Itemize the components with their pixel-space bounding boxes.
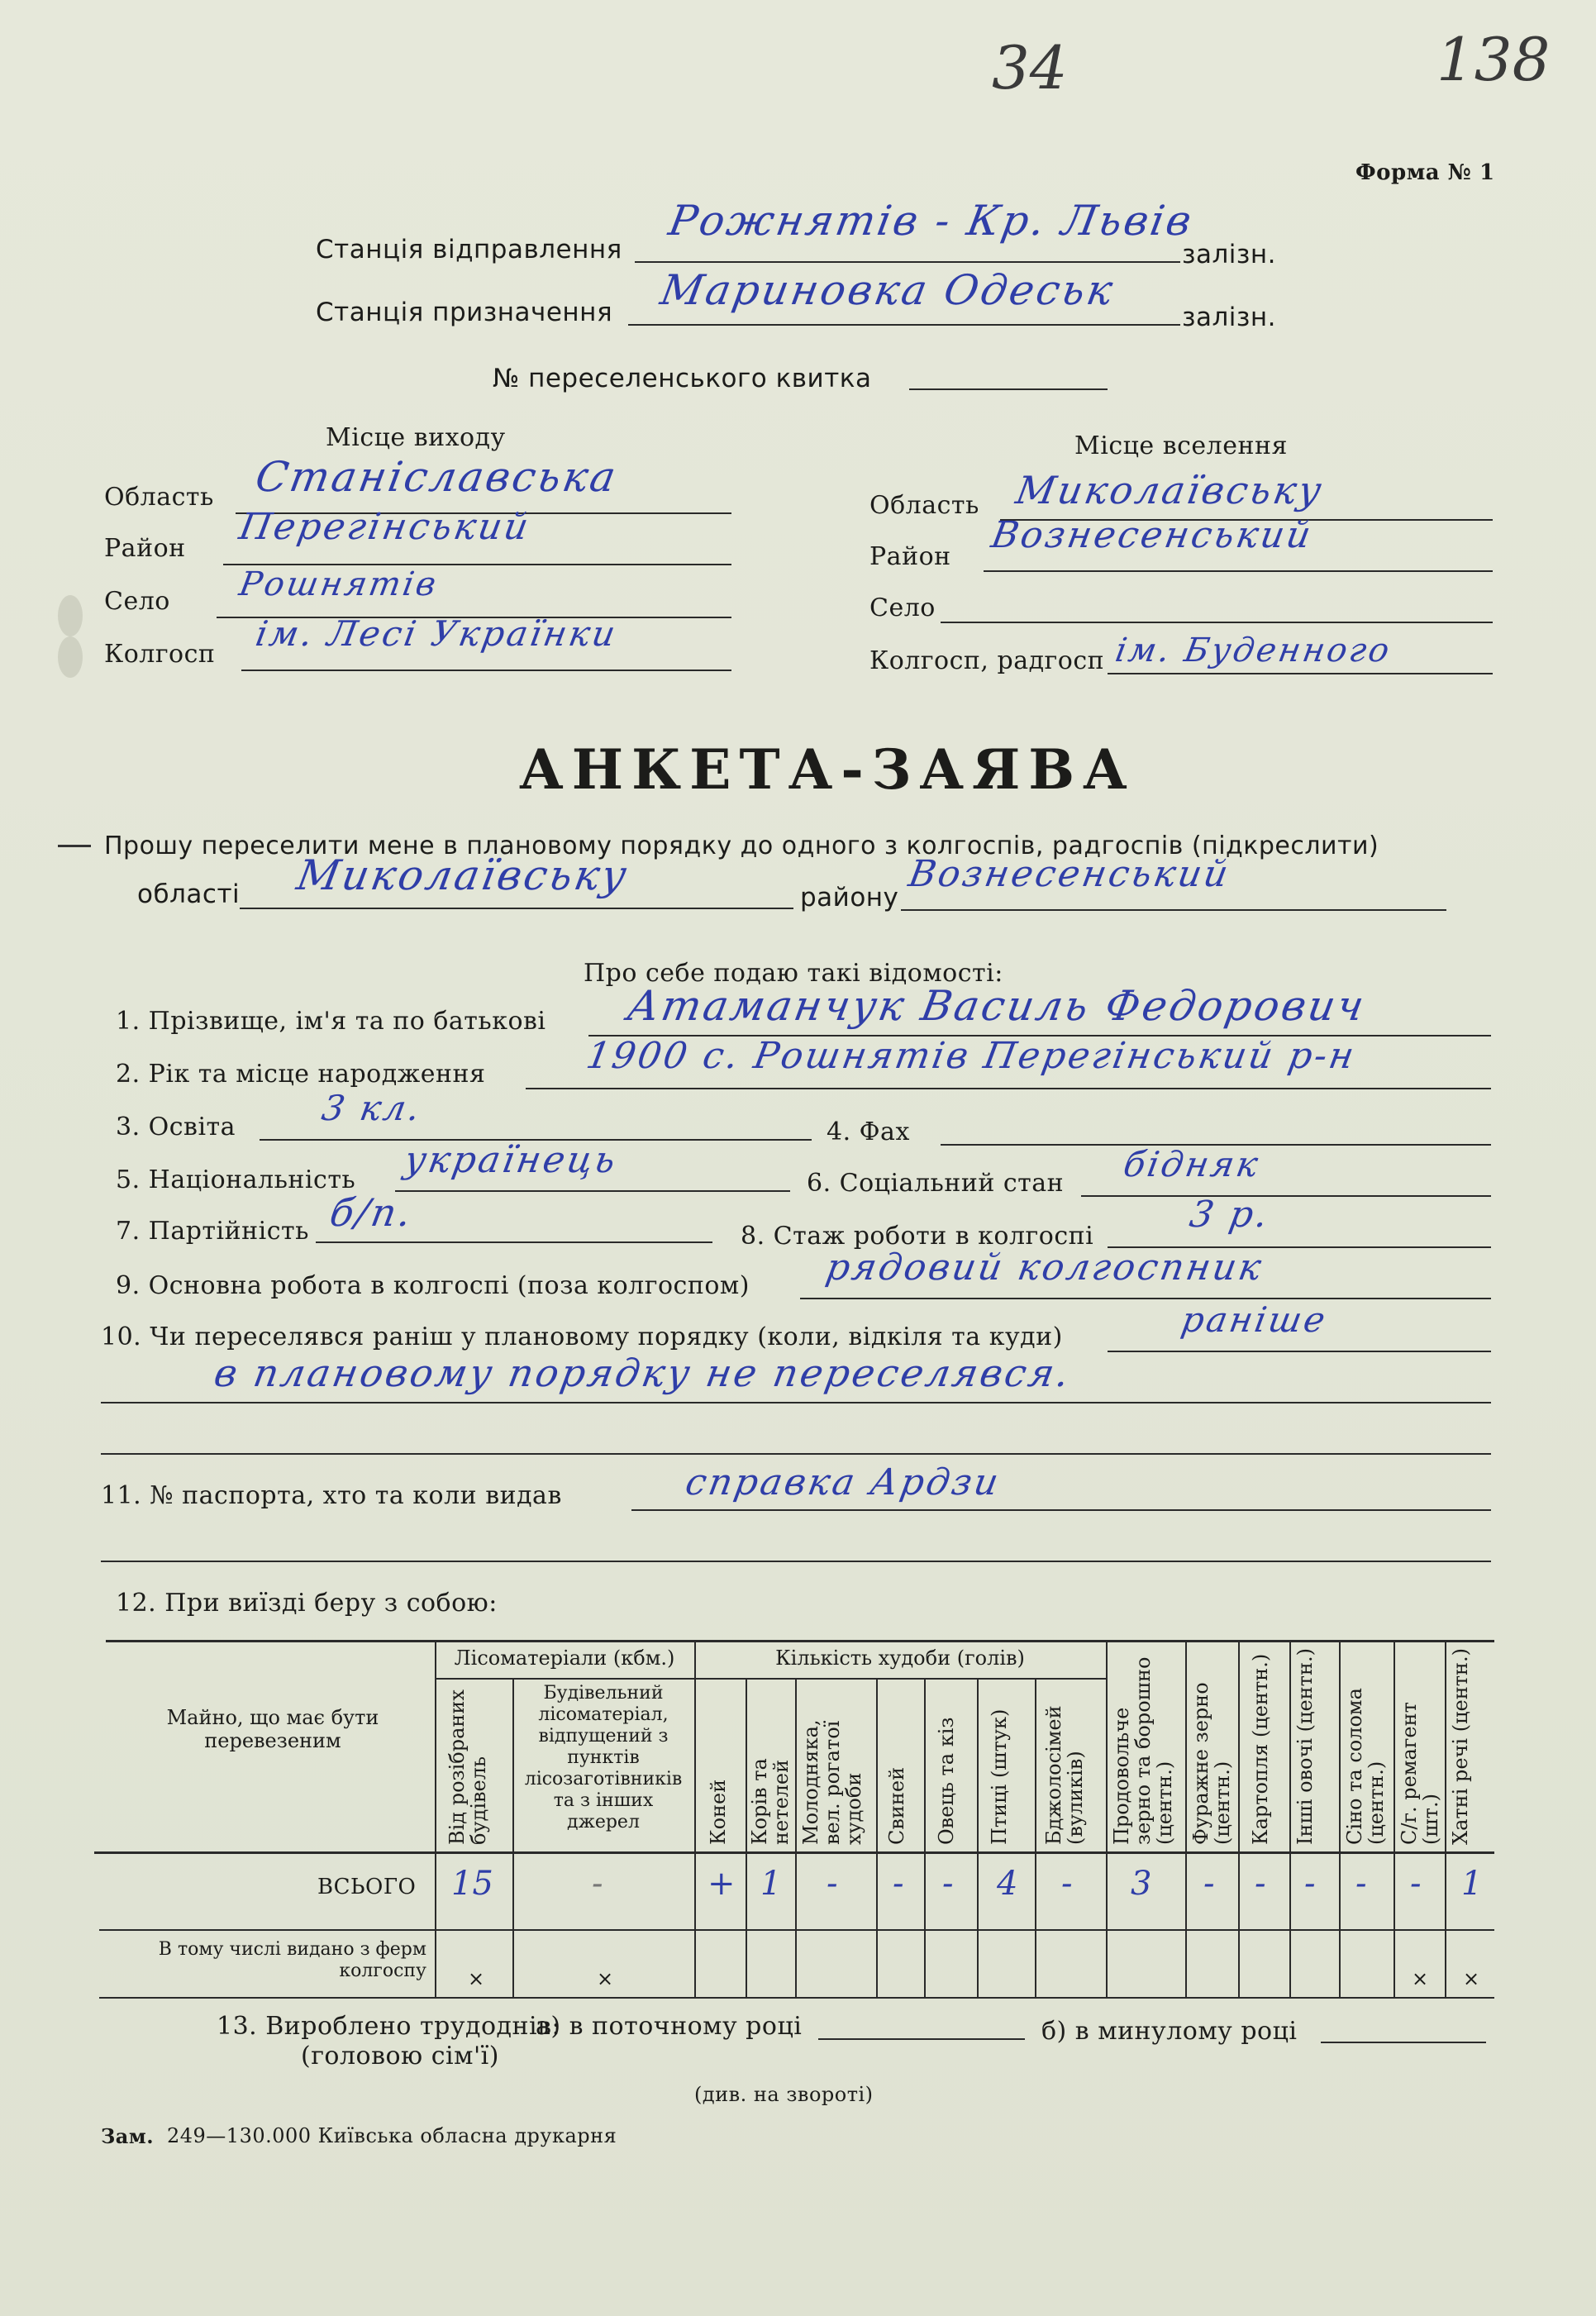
field-10-value-2[interactable]: в плановому порядку не переселявся. xyxy=(211,1351,1075,1395)
field-8-value[interactable]: 3 р. xyxy=(1186,1194,1274,1236)
total-cell[interactable]: - xyxy=(827,1865,838,1903)
field-9-line xyxy=(800,1298,1491,1299)
field-10-value-1[interactable]: раніше xyxy=(1178,1299,1331,1340)
col-timber-dismantled-header: Від розібраних будівель xyxy=(445,1689,490,1845)
field-6-value[interactable]: бідняк xyxy=(1120,1144,1264,1184)
col-timber-building-header: Будівельний лісоматеріал, відпущений з пунктів лісозаготівників та з інших джерел xyxy=(524,1683,683,1832)
origin-raion-value[interactable]: Перегінський xyxy=(236,506,534,548)
field-1-label: 1. Прізвище, ім'я та по батькові xyxy=(116,1007,546,1036)
destination-rail-suffix: залізн. xyxy=(1182,303,1277,332)
total-cell[interactable]: - xyxy=(1061,1865,1073,1903)
request-raion-line xyxy=(901,909,1446,911)
origin-raion-label: Район xyxy=(104,534,186,563)
print-info-prefix: Зам. xyxy=(101,2124,155,2148)
origin-oblast-value[interactable]: Станіславська xyxy=(251,453,622,501)
farm-cell[interactable]: × xyxy=(468,1967,485,1990)
total-cell[interactable]: - xyxy=(1255,1865,1266,1903)
field-6-line xyxy=(1081,1195,1491,1197)
workdays-label: 13. Вироблено трудоднів: xyxy=(217,2012,561,2041)
field-2-line xyxy=(526,1088,1491,1089)
request-oblast-label: області xyxy=(137,879,241,909)
field-10-line-2 xyxy=(101,1402,1491,1403)
col-fodder-header: Фуражне зерно (центн.) xyxy=(1189,1682,1234,1845)
total-cell[interactable]: 3 xyxy=(1131,1865,1152,1903)
origin-kolhosp-line xyxy=(241,670,731,671)
table-group-rule xyxy=(435,1678,1106,1680)
destination-raion-label: Район xyxy=(869,542,951,571)
archive-sheet-number: 138 xyxy=(1436,25,1551,94)
col-tools-header: С/г. ремагент (шт.) xyxy=(1398,1702,1442,1845)
archive-page-number: 34 xyxy=(992,33,1068,102)
request-raion-label: району xyxy=(800,883,899,913)
total-cell[interactable]: - xyxy=(1304,1865,1316,1903)
total-cell[interactable]: 1 xyxy=(760,1865,782,1903)
field-6-label: 6. Соціальний стан xyxy=(807,1169,1065,1198)
origin-kolhosp-label: Колгосп xyxy=(104,640,216,669)
col-cows-header: Корів та нетелей xyxy=(748,1758,793,1845)
field-11-line-2[interactable] xyxy=(101,1561,1491,1562)
destination-selo-label: Село xyxy=(869,593,936,622)
destination-heading: Місце вселення xyxy=(1074,431,1288,460)
field-10-label: 10. Чи переселявся раніш у плановому порядку (коли, відкіля та куди) xyxy=(101,1322,1063,1351)
ticket-number-label: № переселенського квитка xyxy=(493,364,872,393)
col-poultry-header: Птиці (штук) xyxy=(988,1708,1011,1845)
ticket-number-line[interactable] xyxy=(909,388,1108,390)
col-pigs-header: Свиней xyxy=(885,1766,908,1845)
field-5-value[interactable]: українець xyxy=(401,1139,622,1181)
total-cell[interactable]: - xyxy=(592,1865,603,1903)
field-11-label: 11. № паспорта, хто та коли видав xyxy=(101,1481,562,1510)
field-2-label: 2. Рік та місце народження xyxy=(116,1060,486,1089)
field-3-label: 3. Освіта xyxy=(116,1113,236,1141)
destination-kolhosp-line xyxy=(1108,673,1493,674)
workdays-current-label: а) в поточному році xyxy=(536,2012,803,2041)
col-vegetables-header: Інші овочі (центн.) xyxy=(1293,1648,1317,1845)
total-cell[interactable]: - xyxy=(1410,1865,1422,1903)
col-young-header: Молодняка, вел. рогатої худоби xyxy=(799,1719,865,1845)
destination-kolhosp-value[interactable]: ім. Буденного xyxy=(1112,631,1395,670)
field-2-value[interactable]: 1900 с. Рошнятів Перегінський р-н xyxy=(583,1035,1360,1077)
print-info: 249—130.000 Київська обласна друкарня xyxy=(167,2124,617,2147)
departure-rail-suffix: залізн. xyxy=(1182,240,1277,269)
col-household-header: Хатні речі (центн.) xyxy=(1449,1648,1472,1845)
field-10-line-3[interactable] xyxy=(101,1453,1491,1455)
workdays-previous-line[interactable] xyxy=(1321,2042,1486,2043)
request-text: Прошу переселити мене в плановому порядку до одного з колгоспів, радгоспів (підкреслити) xyxy=(104,832,1379,860)
row-farm-label: В тому числі видано з ферм колгоспу xyxy=(158,1939,426,1981)
destination-raion-value[interactable]: Вознесенський xyxy=(988,514,1317,556)
field-7-label: 7. Партійність xyxy=(116,1217,309,1246)
see-reverse-note: (див. на звороті) xyxy=(694,2083,874,2106)
col-grain-header: Продовольче зерно та борошно (центн.) xyxy=(1110,1656,1176,1845)
col-sheep-header: Овець та кіз xyxy=(935,1717,958,1845)
destination-oblast-label: Область xyxy=(869,491,979,520)
document-title: АНКЕТА-ЗАЯВА xyxy=(519,737,1136,802)
departure-station-line xyxy=(635,261,1180,263)
col-bees-header: Бджолосімей (вуликів) xyxy=(1042,1705,1087,1845)
total-cell[interactable]: 15 xyxy=(451,1865,493,1903)
request-oblast-line xyxy=(240,908,793,909)
group-timber-header: Лісоматеріали (кбм.) xyxy=(454,1646,675,1670)
total-cell[interactable]: - xyxy=(942,1865,954,1903)
origin-kolhosp-value[interactable]: ім. Лесі Українки xyxy=(252,613,622,654)
group-cattle-header: Кількість худоби (голів) xyxy=(775,1646,1025,1670)
workdays-current-line[interactable] xyxy=(818,2038,1025,2040)
destination-oblast-value[interactable]: Миколаївську xyxy=(1012,468,1327,512)
origin-heading: Місце виходу xyxy=(326,423,506,452)
destination-raion-line xyxy=(984,570,1493,572)
farm-cell[interactable]: × xyxy=(1463,1967,1480,1990)
field-5-label: 5. Національність xyxy=(116,1165,356,1194)
total-cell[interactable]: - xyxy=(1355,1865,1367,1903)
destination-station-line xyxy=(628,324,1180,326)
punch-hole-mark xyxy=(58,636,83,678)
col-potato-header: Картопля (центн.) xyxy=(1249,1653,1272,1845)
total-cell[interactable]: + xyxy=(707,1865,736,1903)
field-8-label: 8. Стаж роботи в колгоспі xyxy=(741,1222,1094,1251)
departure-station-value[interactable]: Рожнятів - Кр. Львів xyxy=(665,197,1198,245)
table-intro: 12. При виїзді беру з собою: xyxy=(116,1589,498,1618)
field-4-label: 4. Фах xyxy=(827,1117,910,1146)
field-11-line-1 xyxy=(631,1509,1491,1511)
origin-selo-value[interactable]: Рошнятів xyxy=(236,565,441,603)
origin-selo-label: Село xyxy=(104,587,170,616)
col-property-header: Майно, що має бути перевезеним xyxy=(166,1706,379,1752)
table-total-rule xyxy=(99,1929,1494,1931)
col-hay-header: Сіно та солома (центн.) xyxy=(1343,1688,1388,1845)
total-cell[interactable]: 4 xyxy=(997,1865,1018,1903)
punch-hole-mark xyxy=(58,595,83,636)
intro-text: Про себе подаю такі відомості: xyxy=(584,959,1003,988)
field-7-line xyxy=(316,1241,712,1243)
departure-station-label: Станція відправлення xyxy=(316,235,622,264)
table-header-rule xyxy=(94,1851,1494,1854)
form-number: Форма № 1 xyxy=(1355,160,1495,185)
request-raion-value[interactable]: Вознесенський xyxy=(905,853,1234,895)
total-cell[interactable]: 1 xyxy=(1461,1865,1483,1903)
workdays-previous-label: б) в минулому році xyxy=(1041,2017,1298,2046)
workdays-sub-label: (головою сім'ї) xyxy=(301,2042,499,2071)
field-9-value[interactable]: рядовий колгоспник xyxy=(822,1246,1267,1289)
destination-station-value[interactable]: Мариновка Одеськ xyxy=(656,266,1119,314)
field-1-value[interactable]: Атаманчук Василь Федорович xyxy=(623,982,1370,1030)
destination-kolhosp-label: Колгосп, радгосп xyxy=(869,646,1105,675)
table-bottom-rule xyxy=(99,1997,1494,1999)
field-11-value[interactable]: справка Ардзи xyxy=(682,1461,1004,1503)
field-7-value[interactable]: б/п. xyxy=(326,1190,417,1235)
field-10-line-1 xyxy=(1108,1351,1491,1352)
row-total-label: ВСЬОГО xyxy=(317,1875,417,1899)
total-cell[interactable]: - xyxy=(1203,1865,1215,1903)
origin-oblast-label: Область xyxy=(104,483,214,512)
margin-tick-mark xyxy=(58,845,91,847)
field-9-label: 9. Основна робота в колгоспі (поза колгоспом) xyxy=(116,1271,750,1300)
total-cell[interactable]: - xyxy=(893,1865,904,1903)
farm-cell[interactable]: × xyxy=(1412,1967,1429,1990)
request-oblast-value[interactable]: Миколаївську xyxy=(293,851,633,899)
destination-selo-line[interactable] xyxy=(941,622,1493,623)
destination-station-label: Станція призначення xyxy=(316,298,613,327)
col-horses-header: Коней xyxy=(707,1779,730,1845)
table-top-rule xyxy=(106,1640,1494,1642)
field-3-value[interactable]: 3 кл. xyxy=(318,1088,426,1128)
farm-cell[interactable]: × xyxy=(597,1967,614,1990)
field-5-line xyxy=(395,1190,790,1192)
